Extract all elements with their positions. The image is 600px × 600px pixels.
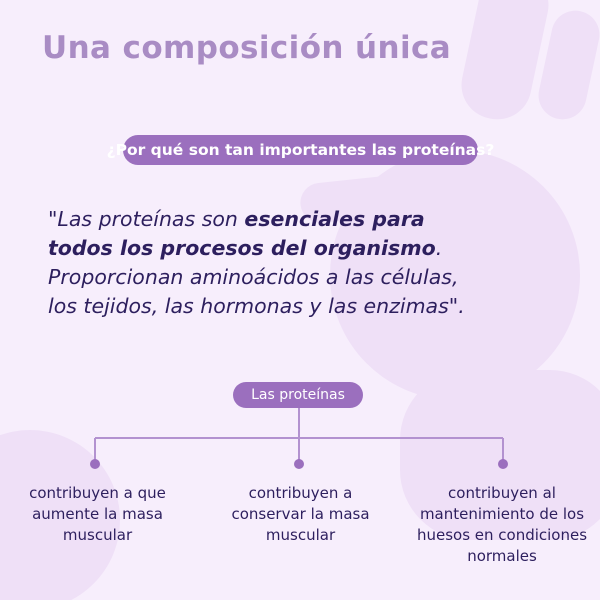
- connector-dot-2: [294, 459, 304, 469]
- background-decoration-bar: [455, 0, 555, 126]
- question-badge: [106, 135, 495, 165]
- connector-dot-3: [498, 459, 508, 469]
- diagram-connectors: [0, 400, 600, 480]
- connector-dot-1: [90, 459, 100, 469]
- diagram-branch-label: contribuyen al mantenimiento de los huesos en condiciones normales: [416, 484, 588, 565]
- quote-part-1: "Las proteínas son: [48, 207, 245, 231]
- page-title: Una composición única: [42, 30, 452, 66]
- quote-part-2: . Proporcionan aminoácidos a las células, los tejidos, las hormonas y las enzimas".: [48, 236, 465, 318]
- quote-text: [48, 205, 478, 321]
- diagram-root-label: Las proteínas: [251, 387, 345, 403]
- diagram-branch-label: contribuyen a que aumente la masa muscular: [29, 484, 166, 544]
- question-badge-label: ¿Por qué son tan importantes las proteínas?: [106, 141, 495, 159]
- diagram-branch-label: contribuyen a conservar la masa muscular: [231, 484, 370, 544]
- quote-emphasis: esenciales para todos los procesos del organismo: [48, 207, 436, 260]
